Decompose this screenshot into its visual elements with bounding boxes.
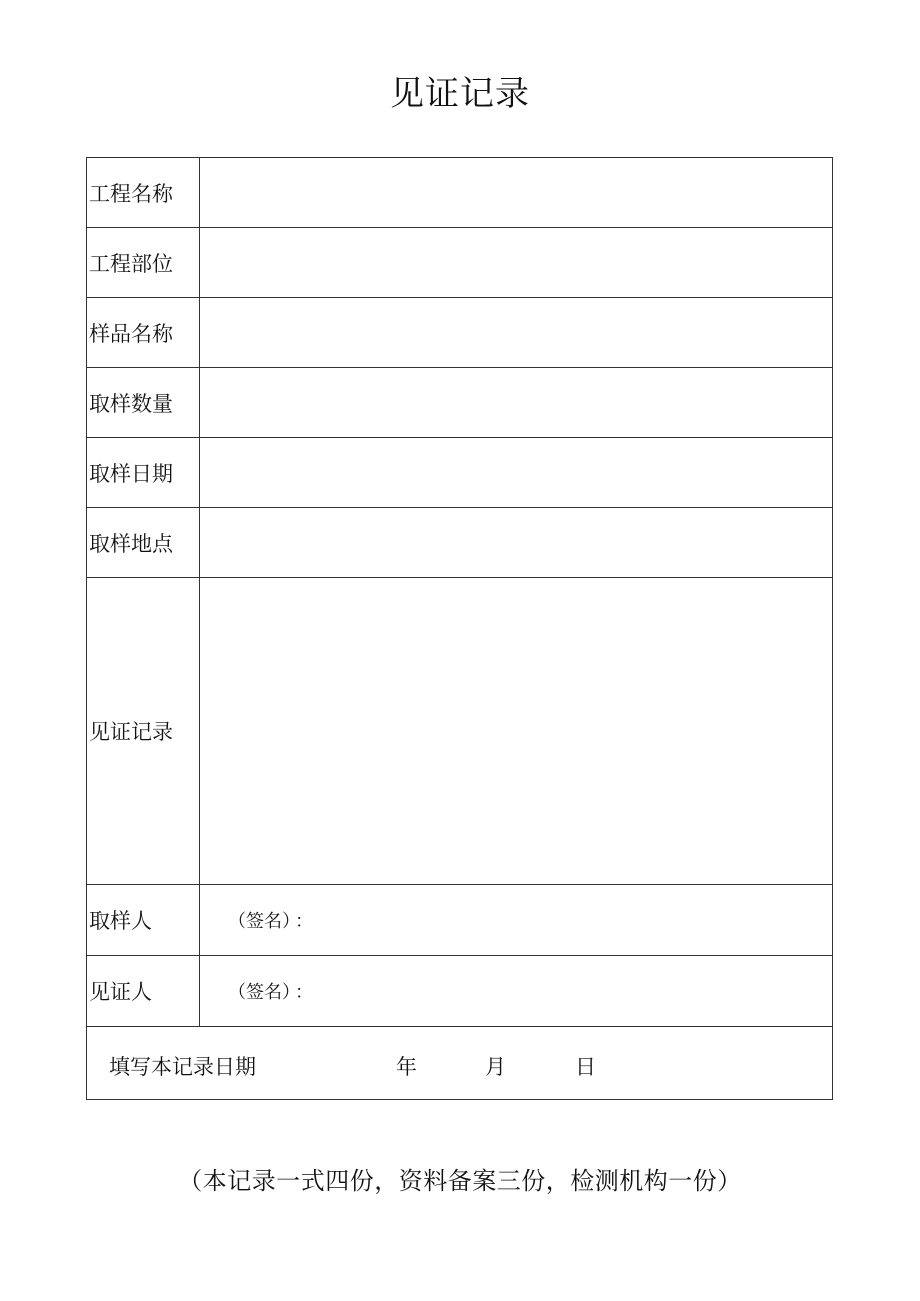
copies-footnote: （本记录一式四份，资料备案三份，检测机构一份） bbox=[178, 1167, 742, 1195]
fill-date-month-unit: 月 bbox=[485, 1055, 506, 1079]
form-row-sampler bbox=[87, 885, 833, 956]
field-label-witness-record: 见证记录 bbox=[87, 578, 200, 885]
form-row-project-name bbox=[87, 158, 833, 228]
form-row-sample-quantity bbox=[87, 368, 833, 438]
field-label-project-name: 工程名称 bbox=[87, 158, 200, 228]
fill-date-cell[interactable] bbox=[87, 1027, 833, 1100]
witness-sign-hint: （签名） bbox=[228, 982, 291, 1003]
field-label-sample-date: 取样日期 bbox=[87, 438, 200, 508]
field-value-project-part[interactable] bbox=[200, 228, 833, 298]
fill-date-day-unit: 日 bbox=[575, 1055, 596, 1079]
fill-date-year-unit: 年 bbox=[396, 1055, 417, 1079]
field-value-witness-signature[interactable] bbox=[200, 956, 833, 1027]
form-row-witness bbox=[87, 956, 833, 1027]
witness-record-form bbox=[86, 157, 833, 1100]
fill-date-label: 填写本记录日期 bbox=[109, 1055, 256, 1079]
field-label-sample-quantity: 取样数量 bbox=[87, 368, 200, 438]
field-label-sample-location: 取样地点 bbox=[87, 508, 200, 578]
field-value-project-name[interactable] bbox=[200, 158, 833, 228]
field-label-sample-name: 样品名称 bbox=[87, 298, 200, 368]
form-row-project-part bbox=[87, 228, 833, 298]
field-value-sample-name[interactable] bbox=[200, 298, 833, 368]
field-value-sample-quantity[interactable] bbox=[200, 368, 833, 438]
form-row-fill-date bbox=[87, 1027, 833, 1100]
document-title: 见证记录 bbox=[390, 74, 530, 114]
field-label-witness: 见证人 bbox=[87, 956, 200, 1027]
field-value-sample-location[interactable] bbox=[200, 508, 833, 578]
field-label-sampler: 取样人 bbox=[87, 885, 200, 956]
field-value-sample-date[interactable] bbox=[200, 438, 833, 508]
sampler-sign-hint: （签名） bbox=[228, 911, 291, 932]
witness-sign-colon: ： bbox=[295, 982, 313, 1003]
field-label-project-part: 工程部位 bbox=[87, 228, 200, 298]
form-row-witness-record bbox=[87, 578, 833, 885]
sampler-sign-colon: ： bbox=[295, 911, 313, 932]
form-row-sample-name bbox=[87, 298, 833, 368]
form-row-sample-date bbox=[87, 438, 833, 508]
field-value-witness-record[interactable] bbox=[200, 578, 833, 885]
field-value-sampler-signature[interactable] bbox=[200, 885, 833, 956]
form-row-sample-location bbox=[87, 508, 833, 578]
